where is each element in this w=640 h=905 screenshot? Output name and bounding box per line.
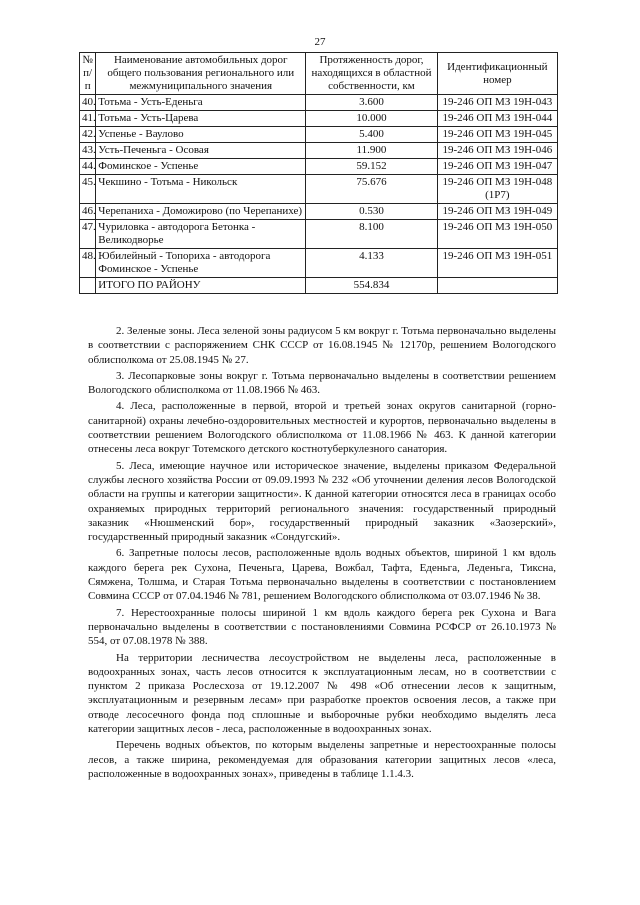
road-name: Тотьма - Усть-Еденьга [96, 95, 306, 111]
row-number: 42. [80, 127, 96, 143]
table-row [80, 95, 558, 111]
table-row [80, 159, 558, 175]
body-text [88, 324, 556, 783]
road-id: 19-246 ОП МЗ 19Н-047 [437, 159, 557, 175]
road-name: Чуриловка - автодорога Бетонка - Великодворье [96, 220, 306, 249]
road-length: 8.100 [306, 220, 437, 249]
table-row [80, 111, 558, 127]
row-number: 45. [80, 175, 96, 204]
row-number [80, 278, 96, 294]
header-road-name: Наименование автомобильных дорог общего пользования регионального или межмуниципального значения [96, 53, 306, 95]
table-row [80, 143, 558, 159]
table-row [80, 220, 558, 249]
table-row [80, 127, 558, 143]
road-length: 5.400 [306, 127, 437, 143]
road-name: Чекшино - Тотьма - Никольск [96, 175, 306, 204]
road-id: 19-246 ОП МЗ 19Н-045 [437, 127, 557, 143]
paragraph: 6. Запретные полосы лесов, расположенные вдоль водных объектов, шириной 1 км вдоль каждого берега рек Сухона, Печеньга, Царева, Вожбал, Тафта, Еденьга, Леденьга, Тиксна, Сямжена, Толшма, и Старая Тотьма первоначально выделены в соответствии с постановлением Совмина СССР от 07.04.1946 № 781, решением Вологодского облисполкома от 03.07.1946 № 38. [88, 547, 556, 603]
row-number: 47. [80, 220, 96, 249]
header-length: Протяженность дорог, находящихся в областной собственности, км [306, 53, 437, 95]
table-row [80, 249, 558, 278]
row-number: 46. [80, 204, 96, 220]
header-num: № п/п [80, 53, 96, 95]
road-name: Усть-Печеньга - Осовая [96, 143, 306, 159]
road-id: 19-246 ОП МЗ 19Н-050 [437, 220, 557, 249]
page-number: 27 [314, 36, 326, 48]
table-total-row [80, 278, 558, 294]
road-name: Успенье - Ваулово [96, 127, 306, 143]
road-id: 19-246 ОП МЗ 19Н-046 [437, 143, 557, 159]
road-id [437, 278, 557, 294]
row-number: 41. [80, 111, 96, 127]
roads-table [79, 52, 558, 294]
table-row [80, 175, 558, 204]
road-length: 3.600 [306, 95, 437, 111]
road-length: 4.133 [306, 249, 437, 278]
table-body [80, 95, 558, 294]
row-number: 40. [80, 95, 96, 111]
road-id: 19-246 ОП МЗ 19Н-051 [437, 249, 557, 278]
paragraph: 7. Нерестоохранные полосы шириной 1 км вдоль каждого берега рек Сухона и Вага первоначально выделены в соответствии с постановлениями Совмина РСФСР от 26.10.1973 № 554, от 07.08.1978 № 388. [88, 606, 556, 648]
row-number: 48. [80, 249, 96, 278]
row-number: 43. [80, 143, 96, 159]
paragraph: 5. Леса, имеющие научное или историческое значение, выделены приказом Федеральной службы лесного хозяйства России от 09.09.1993 № 232 «Об уточнении деления лесов Вологодской области на группы и категории защитности». К данной категории относятся леса в границах особо охраняемых природных территорий регионального значения: государственный природный заказник «Нюшменский бор», государственный природный заказник «Заозерский», государственный природный заказник «Сондугский». [88, 459, 556, 544]
road-name: Юбилейный - Топориха - автодорога Фоминское - Успенье [96, 249, 306, 278]
road-id: 19-246 ОП МЗ 19Н-043 [437, 95, 557, 111]
road-name: ИТОГО ПО РАЙОНУ [96, 278, 306, 294]
paragraph: 4. Леса, расположенные в первой, второй и третьей зонах округов санитарной (горно-санитарной) охраны лечебно-оздоровительных местностей и курортов, первоначально выделены в соответствии решением Вологодского облисполкома от 11.08.1966 № 463. К данной категории отнесены леса вокруг Тотемского детского костнотуберкулезного санатория. [88, 400, 556, 456]
road-id: 19-246 ОП МЗ 19Н-048 (1Р7) [437, 175, 557, 204]
road-id: 19-246 ОП МЗ 19Н-044 [437, 111, 557, 127]
paragraph: 2. Зеленые зоны. Леса зеленой зоны радиусом 5 км вокруг г. Тотьма первоначально выделены в соответствии с распоряжением СНК СССР от 16.08.1945 № 12170р, решением Вологодского облисполкома от 25.08.1945 № 27. [88, 325, 556, 366]
road-length: 11.900 [306, 143, 437, 159]
road-length: 59.152 [306, 159, 437, 175]
road-name: Тотьма - Усть-Царева [96, 111, 306, 127]
paragraph: 3. Лесопарковые зоны вокруг г. Тотьма первоначально выделены в соответствии решением Вологодского облисполкома от 11.08.1966 № 463. [88, 369, 556, 397]
table-row [80, 204, 558, 220]
road-name: Черепаниха - Доможирово (по Черепанихе) [96, 204, 306, 220]
row-number: 44. [80, 159, 96, 175]
road-length: 75.676 [306, 175, 437, 204]
road-length: 0.530 [306, 204, 437, 220]
road-length: 554.834 [306, 278, 437, 294]
table-header-row [80, 53, 558, 95]
road-id: 19-246 ОП МЗ 19Н-049 [437, 204, 557, 220]
paragraph: На территории лесничества лесоустройством не выделены леса, расположенные в водоохранных зонах, часть лесов относится к эксплуатационным лесам, но в соответствии с пунктом 2 приказа Рослесхоза от 19.12.2007 № 498 «Об отнесении лесов к защитным, эксплуатационным и резервным лесам» при разработке проектов освоения лесов, а также при отводе лесосечного фонда под сплошные и выборочные рубки необходимо выделять леса категории защитных лесов - леса, расположенные в водоохранных зонах. [88, 651, 556, 736]
road-length: 10.000 [306, 111, 437, 127]
header-id-number: Идентификационный номер [437, 53, 557, 95]
road-name: Фоминское - Успенье [96, 159, 306, 175]
paragraph: Перечень водных объектов, по которым выделены запретные и нерестоохранные полосы лесов, а также ширина, рекомендуемая для образования категории защитных лесов «леса, расположенные в водоохранных зонах», приведены в таблице 1.1.4.3. [88, 739, 556, 780]
